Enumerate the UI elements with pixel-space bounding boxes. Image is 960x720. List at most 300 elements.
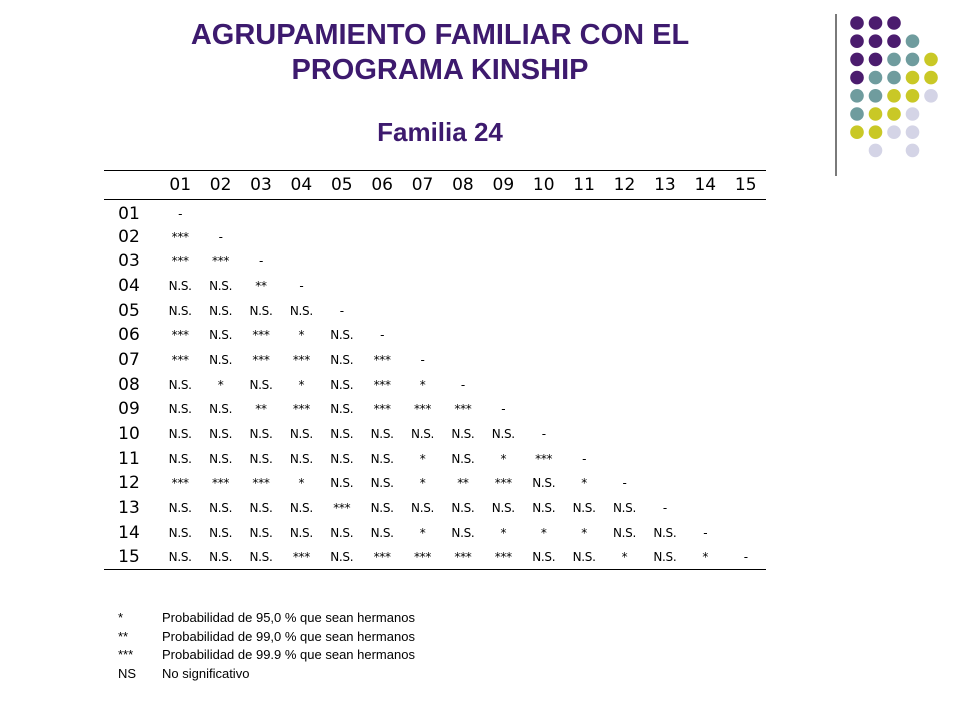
- kinship-matrix: [104, 170, 766, 570]
- table-cell: [685, 200, 725, 225]
- table-cell: N.S.: [209, 427, 233, 442]
- table-cell: [564, 397, 604, 422]
- table-cell: ***: [212, 476, 230, 491]
- column-header: 07: [402, 171, 442, 200]
- table-cell: [645, 348, 685, 373]
- table-cell: -: [725, 545, 766, 570]
- table-cell: -: [218, 229, 223, 244]
- table-cell: N.S.: [168, 451, 192, 466]
- column-header: 04: [281, 171, 321, 200]
- table-cell: [524, 397, 564, 422]
- table-cell: ***: [252, 352, 270, 367]
- slide-title: [100, 18, 780, 88]
- table-cell: [483, 298, 523, 323]
- legend-item: [118, 628, 415, 647]
- legend-text: Probabilidad de 99.9 % que sean hermanos: [162, 647, 415, 662]
- table-cell: ***: [373, 352, 391, 367]
- significance-legend: [118, 609, 415, 683]
- column-header: 15: [725, 171, 766, 200]
- table-cell: *: [298, 328, 305, 343]
- column-header: 01: [160, 171, 200, 200]
- table-cell: [645, 446, 685, 471]
- table-cell: [483, 274, 523, 299]
- table-cell: [241, 224, 281, 249]
- row-header: 15: [104, 545, 160, 570]
- table-row: [104, 520, 766, 545]
- table-cell: N.S.: [209, 525, 233, 540]
- table-cell: [281, 224, 321, 249]
- row-header: 06: [118, 325, 140, 346]
- matrix-header: [104, 171, 766, 200]
- table-cell: [604, 446, 644, 471]
- title-line-1: AGRUPAMIENTO FAMILIAR CON EL: [190, 19, 690, 51]
- table-cell: [604, 323, 644, 348]
- table-cell: [443, 224, 483, 249]
- table-cell: -: [380, 328, 385, 343]
- row-header: 09: [118, 399, 140, 420]
- decor-dot: [906, 107, 920, 121]
- table-cell: [604, 372, 644, 397]
- table-cell: [564, 298, 604, 323]
- table-cell: [685, 397, 725, 422]
- table-cell: [604, 274, 644, 299]
- table-cell: N.S.: [209, 303, 233, 318]
- table-cell: [645, 397, 685, 422]
- decor-dot: [887, 125, 901, 139]
- row-header: 03: [118, 251, 140, 272]
- table-cell: ***: [171, 328, 189, 343]
- legend-text: Probabilidad de 95,0 % que sean hermanos: [162, 610, 415, 625]
- table-row: [104, 348, 766, 373]
- table-cell: [564, 224, 604, 249]
- table-cell: ***: [171, 352, 189, 367]
- decor-dot: [906, 89, 920, 103]
- decor-dot: [887, 89, 901, 103]
- table-cell: *: [419, 451, 426, 466]
- table-cell: N.S.: [645, 545, 685, 570]
- column-header: 11: [564, 171, 604, 200]
- table-cell: [685, 274, 725, 299]
- table-cell: [604, 422, 644, 447]
- table-cell: ***: [483, 545, 523, 570]
- table-cell: [645, 372, 685, 397]
- decor-dot: [906, 144, 920, 158]
- table-cell: ***: [454, 402, 472, 417]
- table-cell: N.S.: [209, 328, 233, 343]
- table-cell: [645, 298, 685, 323]
- decor-dot: [906, 53, 920, 67]
- table-cell: ***: [494, 476, 512, 491]
- table-cell: ***: [535, 451, 553, 466]
- legend-text: Probabilidad de 99,0 % que sean hermanos: [162, 628, 415, 644]
- table-cell: [362, 224, 402, 249]
- table-cell: N.S.: [209, 501, 233, 516]
- table-cell: [645, 471, 685, 496]
- table-cell: [362, 298, 402, 323]
- table-cell: [725, 348, 766, 373]
- table-cell: ***: [413, 402, 432, 417]
- table-row: [104, 471, 766, 496]
- table-cell: [524, 249, 564, 274]
- row-header: 10: [118, 424, 140, 445]
- table-cell: N.S.: [451, 451, 475, 466]
- table-cell: *: [419, 476, 426, 491]
- table-row: [104, 397, 766, 422]
- decor-dot: [869, 144, 883, 158]
- table-cell: [483, 200, 523, 225]
- table-cell: N.S.: [168, 303, 192, 318]
- decor-dot: [869, 53, 883, 67]
- table-cell: **: [255, 402, 267, 417]
- table-cell: [725, 323, 766, 348]
- decor-dot: [850, 34, 864, 48]
- table-cell: N.S.: [532, 476, 556, 491]
- legend-item: [118, 646, 415, 665]
- table-cell: *: [298, 476, 305, 491]
- table-cell: [402, 274, 442, 299]
- column-header: 05: [322, 171, 362, 200]
- table-cell: -: [703, 525, 708, 540]
- table-cell: [685, 298, 725, 323]
- table-cell: N.S.: [249, 451, 273, 466]
- decor-dot: [850, 71, 864, 85]
- table-cell: N.S.: [411, 501, 435, 516]
- table-cell: *: [581, 476, 587, 491]
- table-cell: [604, 348, 644, 373]
- table-cell: [645, 274, 685, 299]
- table-cell: N.S.: [370, 476, 394, 491]
- table-cell: N.S.: [330, 427, 354, 442]
- table-cell: ***: [171, 476, 189, 491]
- decor-dot: [850, 89, 864, 103]
- row-header: 01: [118, 204, 140, 225]
- table-cell: N.S.: [249, 501, 273, 516]
- table-cell: [443, 298, 483, 323]
- table-cell: N.S.: [209, 402, 233, 417]
- decor-dot: [850, 16, 864, 30]
- table-cell: N.S.: [370, 451, 394, 466]
- table-cell: ***: [212, 254, 230, 269]
- legend-symbol: NS: [118, 665, 137, 681]
- table-cell: [564, 422, 604, 447]
- table-cell: [685, 372, 725, 397]
- row-header: 08: [118, 374, 140, 395]
- table-cell: ***: [443, 545, 483, 570]
- table-cell: ***: [252, 476, 270, 491]
- table-cell: *: [581, 525, 587, 540]
- table-cell: ***: [292, 352, 310, 367]
- table-cell: [200, 200, 240, 225]
- table-cell: ***: [171, 254, 189, 269]
- table-cell: N.S.: [330, 525, 354, 540]
- table-cell: [725, 496, 766, 521]
- table-cell: [685, 422, 725, 447]
- table-cell: *: [419, 377, 426, 392]
- table-cell: *: [685, 545, 725, 570]
- table-cell: N.S.: [168, 525, 192, 540]
- table-cell: [483, 372, 523, 397]
- column-header: 06: [362, 171, 402, 200]
- table-cell: [362, 274, 402, 299]
- table-row: [104, 422, 766, 447]
- table-cell: -: [299, 278, 304, 293]
- table-cell: N.S.: [200, 545, 240, 570]
- table-cell: *: [540, 525, 547, 540]
- table-cell: N.S.: [370, 427, 394, 442]
- table-cell: N.S.: [612, 501, 636, 516]
- table-cell: N.S.: [209, 352, 233, 367]
- table-row: [104, 323, 766, 348]
- table-cell: *: [298, 377, 305, 392]
- table-cell: [524, 323, 564, 348]
- decor-dot: [869, 89, 883, 103]
- table-cell: N.S.: [330, 352, 354, 367]
- table-cell: [725, 520, 766, 545]
- decor-dot: [906, 125, 920, 139]
- table-cell: [322, 249, 362, 274]
- table-cell: ***: [281, 545, 321, 570]
- table-cell: -: [582, 451, 587, 466]
- table-cell: -: [662, 501, 667, 516]
- table-cell: N.S.: [524, 545, 564, 570]
- table-cell: [322, 224, 362, 249]
- table-cell: [645, 422, 685, 447]
- table-cell: ***: [252, 328, 270, 343]
- decor-dot: [850, 107, 864, 121]
- table-cell: ***: [373, 377, 391, 392]
- table-cell: [604, 298, 644, 323]
- table-cell: [524, 274, 564, 299]
- table-cell: [645, 249, 685, 274]
- table-cell: *: [217, 377, 224, 392]
- decor-dot: [906, 34, 920, 48]
- legend-item: [118, 609, 415, 628]
- table-cell: N.S.: [289, 501, 313, 516]
- table-cell: N.S.: [330, 377, 354, 392]
- row-header: 13: [118, 498, 140, 519]
- table-cell: **: [457, 476, 469, 491]
- table-cell: N.S.: [451, 427, 475, 442]
- matrix-body: [104, 200, 766, 570]
- table-cell: [483, 323, 523, 348]
- table-row: [104, 224, 766, 249]
- table-cell: [281, 200, 321, 225]
- table-cell: N.S.: [330, 328, 354, 343]
- table-cell: [725, 422, 766, 447]
- decor-dot: [887, 53, 901, 67]
- table-cell: [685, 446, 725, 471]
- decor-dot: [850, 125, 864, 139]
- slide-subtitle: Familia 24: [377, 117, 503, 147]
- table-cell: [524, 200, 564, 225]
- row-header: 05: [118, 300, 140, 321]
- table-cell: **: [255, 278, 267, 293]
- table-cell: [322, 274, 362, 299]
- row-header: 11: [118, 448, 140, 469]
- decor-vertical-line: [835, 14, 837, 176]
- table-cell: [604, 249, 644, 274]
- table-cell: N.S.: [532, 501, 556, 516]
- table-cell: [685, 348, 725, 373]
- table-cell: N.S.: [249, 377, 273, 392]
- table-cell: [725, 298, 766, 323]
- table-cell: N.S.: [612, 525, 636, 540]
- table-cell: N.S.: [160, 545, 200, 570]
- table-row: [104, 298, 766, 323]
- table-cell: N.S.: [451, 525, 475, 540]
- column-header: 10: [524, 171, 564, 200]
- column-header: 08: [443, 171, 483, 200]
- title-line-2: PROGRAMA KINSHIP: [291, 54, 589, 86]
- table-row: [104, 372, 766, 397]
- table-cell: N.S.: [168, 501, 192, 516]
- table-cell: [402, 323, 442, 348]
- table-cell: ***: [402, 545, 442, 570]
- table-cell: N.S.: [289, 525, 313, 540]
- table-cell: N.S.: [411, 427, 435, 442]
- legend-symbol: ***: [118, 647, 134, 662]
- table-cell: -: [178, 207, 183, 222]
- table-cell: N.S.: [168, 402, 192, 417]
- table-cell: *: [419, 525, 426, 540]
- table-cell: [564, 348, 604, 373]
- table-cell: N.S.: [289, 427, 313, 442]
- decor-dot: [869, 16, 883, 30]
- table-row: [104, 545, 766, 570]
- legend-symbol: **: [118, 628, 129, 644]
- row-header: 12: [118, 473, 140, 494]
- table-cell: [524, 224, 564, 249]
- table-row: [104, 249, 766, 274]
- table-cell: [443, 249, 483, 274]
- column-header: 09: [483, 171, 523, 200]
- table-cell: [402, 200, 442, 225]
- row-header: 02: [118, 226, 140, 247]
- table-cell: [725, 249, 766, 274]
- decor-dot: [887, 34, 901, 48]
- column-header: 14: [685, 171, 725, 200]
- decor-dot: [869, 71, 883, 85]
- table-cell: [604, 200, 644, 225]
- table-cell: [443, 274, 483, 299]
- decor-dot: [887, 71, 901, 85]
- decor-dot: [869, 107, 883, 121]
- table-cell: N.S.: [572, 501, 596, 516]
- decor-dot: [869, 125, 883, 139]
- table-row: [104, 274, 766, 299]
- table-cell: N.S.: [249, 427, 273, 442]
- table-cell: [685, 471, 725, 496]
- table-cell: N.S.: [249, 303, 273, 318]
- table-cell: [281, 249, 321, 274]
- table-cell: [685, 249, 725, 274]
- table-cell: [685, 224, 725, 249]
- table-cell: [524, 298, 564, 323]
- table-cell: ***: [373, 402, 391, 417]
- column-header: 03: [241, 171, 281, 200]
- table-cell: N.S.: [168, 278, 192, 293]
- row-header: 04: [118, 275, 140, 296]
- table-row: [104, 200, 766, 225]
- table-cell: [725, 224, 766, 249]
- table-cell: N.S.: [491, 427, 515, 442]
- decor-dot: [924, 89, 938, 103]
- table-cell: [483, 348, 523, 373]
- table-cell: N.S.: [168, 377, 192, 392]
- table-cell: *: [500, 525, 507, 540]
- column-header: 02: [200, 171, 240, 200]
- table-cell: N.S.: [330, 451, 354, 466]
- table-cell: [443, 348, 483, 373]
- table-cell: -: [460, 377, 465, 392]
- table-cell: [443, 323, 483, 348]
- decor-dot: [887, 16, 901, 30]
- legend-item: [118, 665, 415, 684]
- table-cell: [564, 249, 604, 274]
- table-cell: [402, 249, 442, 274]
- table-cell: N.S.: [209, 278, 233, 293]
- table-cell: N.S.: [564, 545, 604, 570]
- table-row: [104, 496, 766, 521]
- table-cell: [362, 249, 402, 274]
- table-cell: *: [604, 545, 644, 570]
- table-cell: N.S.: [653, 525, 677, 540]
- table-cell: N.S.: [241, 545, 281, 570]
- table-cell: [483, 249, 523, 274]
- table-cell: [564, 323, 604, 348]
- table-cell: N.S.: [249, 525, 273, 540]
- decor-dot: [924, 71, 938, 85]
- table-cell: [564, 274, 604, 299]
- table-cell: [443, 200, 483, 225]
- row-header: 07: [118, 349, 140, 370]
- table-cell: [564, 372, 604, 397]
- decor-dot: [869, 34, 883, 48]
- table-cell: [402, 224, 442, 249]
- table-cell: [725, 372, 766, 397]
- table-cell: [645, 224, 685, 249]
- table-cell: [604, 224, 644, 249]
- table-cell: [725, 274, 766, 299]
- table-cell: N.S.: [322, 545, 362, 570]
- table-cell: N.S.: [289, 303, 313, 318]
- table-cell: -: [339, 303, 344, 318]
- table-cell: [685, 496, 725, 521]
- table-cell: [645, 200, 685, 225]
- table-cell: -: [501, 402, 506, 417]
- decor-dot: [906, 71, 920, 85]
- column-header: 13: [645, 171, 685, 200]
- table-cell: [725, 471, 766, 496]
- table-cell: N.S.: [330, 476, 354, 491]
- table-cell: -: [622, 476, 627, 491]
- table-cell: [564, 200, 604, 225]
- decor-dot-grid: [840, 10, 950, 160]
- table-cell: -: [258, 254, 263, 269]
- legend-text: No significativo: [162, 665, 250, 681]
- table-row: [104, 446, 766, 471]
- table-cell: N.S.: [491, 501, 515, 516]
- decor-dot: [850, 53, 864, 67]
- table-cell: N.S.: [451, 501, 475, 516]
- legend-symbol: *: [118, 610, 124, 625]
- column-header: 12: [604, 171, 644, 200]
- row-header: 14: [118, 522, 140, 543]
- table-cell: N.S.: [168, 427, 192, 442]
- table-cell: [725, 200, 766, 225]
- table-cell: -: [420, 352, 425, 367]
- table-cell: N.S.: [370, 501, 394, 516]
